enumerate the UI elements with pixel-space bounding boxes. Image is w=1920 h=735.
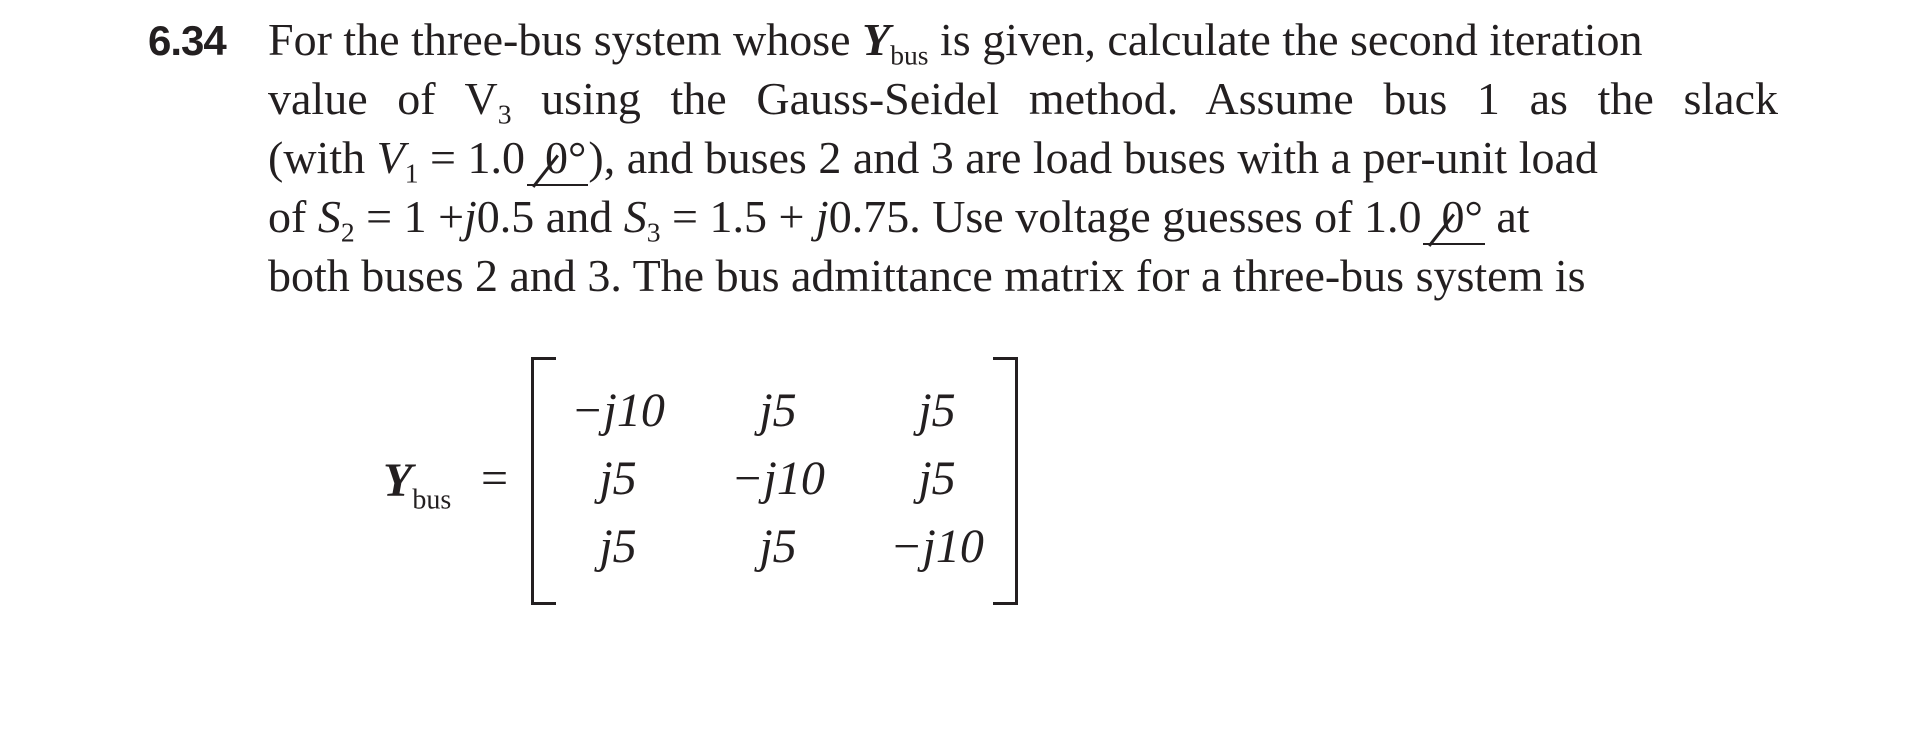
ybus-subscript: bus: [412, 484, 452, 516]
text-run: (with: [268, 132, 377, 183]
j-symbol: j: [815, 191, 829, 242]
text-run: 0.75. Use voltage guesses of 1.0: [828, 191, 1422, 242]
text-run: value of V: [268, 73, 498, 124]
v3-subscript: 3: [497, 98, 512, 130]
text-run: using the Gauss-Seidel method. Assume bus 1 as the slack: [511, 73, 1778, 124]
matrix-cell-3-3: −j10: [890, 520, 984, 573]
matrix-cell-1-3: j5: [918, 384, 956, 437]
ybus-label: [383, 453, 452, 516]
statement-line-3: [268, 128, 1778, 187]
text-run: 0.5 and: [476, 191, 624, 242]
statement-line-4: [268, 187, 1778, 246]
s2-symbol: S: [317, 191, 341, 242]
s2-subscript: 2: [340, 216, 355, 248]
text-run: ), and buses 2 and 3 are load buses with a per-unit load: [588, 132, 1598, 183]
matrix-cell-3-2: j5: [759, 520, 797, 573]
matrix-cell-2-3: j5: [918, 452, 956, 505]
problem-statement: [268, 10, 1778, 305]
matrix-cell-2-2: −j10: [731, 452, 825, 505]
matrix-cell-1-1: −j10: [571, 384, 665, 437]
j-symbol: j: [464, 191, 477, 242]
matrix-cell-1-2: j5: [759, 384, 797, 437]
ybus-subscript: bus: [890, 39, 929, 71]
s3-subscript: 3: [646, 216, 661, 248]
statement-line-2: [268, 69, 1778, 128]
ybus-symbol: Y: [862, 14, 891, 65]
text-run: of: [268, 191, 318, 242]
statement-line-1: [268, 10, 1778, 69]
angle-symbol: 0°: [1423, 194, 1484, 245]
v1-symbol: V: [376, 132, 405, 183]
v1-subscript: 1: [404, 157, 419, 189]
s3-symbol: S: [623, 191, 647, 242]
text-run: = 1.0: [418, 132, 525, 183]
angle-symbol: 0°: [527, 135, 588, 186]
problem-number: 6.34: [148, 17, 226, 64]
matrix-cell-2-1: j5: [599, 452, 637, 505]
matrix-cell-3-1: j5: [599, 520, 637, 573]
text-run: at: [1484, 191, 1530, 242]
text-run: For the three-bus system whose: [268, 14, 863, 65]
text-run: = 1 +: [354, 191, 465, 242]
ybus-symbol: Y: [383, 454, 413, 507]
statement-line-5: both buses 2 and 3. The bus admittance matrix for a three-bus system is: [268, 250, 1586, 301]
text-run: is given, calculate the second iteration: [928, 14, 1643, 65]
equals-sign: =: [481, 452, 509, 505]
text-run: = 1.5 +: [660, 191, 816, 242]
ybus-matrix-equation: [383, 355, 1043, 615]
